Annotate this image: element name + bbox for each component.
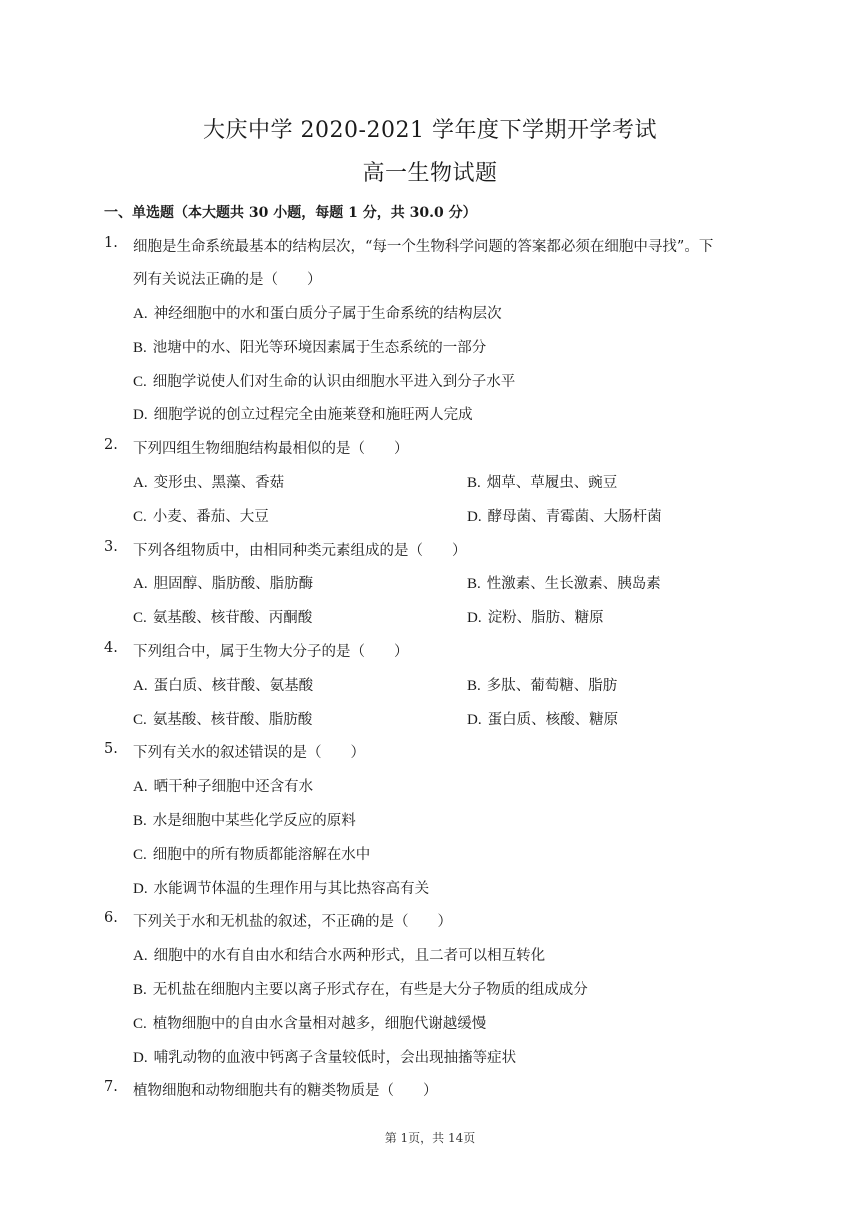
option-item	[133, 877, 429, 898]
option-item	[133, 775, 313, 796]
option-text: 晒干种子细胞中还含有水	[153, 779, 314, 795]
option-item	[133, 708, 312, 729]
option-text: 酵母菌、青霉菌、大肠杆菌	[487, 509, 662, 525]
option-item	[133, 505, 269, 526]
page-footer: 第 1页，共 14页	[384, 1131, 476, 1145]
option-letter: B.	[133, 813, 147, 829]
option-letter: D.	[467, 610, 482, 626]
option-text: 蛋白质、核苷酸、氨基酸	[153, 678, 314, 694]
option-text: 氨基酸、核苷酸、脂肪酸	[152, 712, 313, 728]
option-text: 细胞中的所有物质都能溶解在水中	[152, 847, 371, 863]
question-number: 3.	[104, 539, 118, 555]
option-text: 胆固醇、脂肪酸、脂肪酶	[153, 576, 314, 592]
option-item	[133, 809, 356, 830]
option-letter: C.	[133, 712, 147, 728]
option-letter: D.	[133, 881, 148, 897]
option-letter: B.	[467, 576, 481, 592]
option-text: 淀粉、脂肪、糖原	[487, 610, 604, 626]
option-text: 植物细胞中的自由水含量相对越多，细胞代谢越缓慢	[152, 1016, 487, 1032]
option-text: 细胞中的水有自由水和结合水两种形式，且二者可以相互转化	[153, 948, 546, 964]
question-number: 5.	[104, 741, 118, 757]
option-item	[467, 471, 617, 492]
option-item	[133, 843, 370, 864]
option-text: 细胞学说的创立过程完全由施莱登和施旺两人完成	[153, 407, 473, 423]
question-text: 下列四组生物细胞结构最相似的是（ ）	[133, 441, 409, 457]
question-number: 7.	[104, 1079, 118, 1095]
option-text: 水是细胞中某些化学反应的原料	[152, 813, 356, 829]
option-text: 水能调节体温的生理作用与其比热容高有关	[153, 881, 430, 897]
option-item	[133, 336, 486, 357]
option-item	[467, 674, 617, 695]
question-number: 4.	[104, 640, 118, 656]
exam-title: 大庆中学 2020-2021 学年度下学期开学考试	[203, 118, 657, 143]
option-text: 哺乳动物的血液中钙离子含量较低时，会出现抽搐等症状	[153, 1050, 517, 1066]
option-item	[133, 471, 284, 492]
exam-subtitle: 高一生物试题	[362, 161, 498, 186]
option-item	[133, 944, 545, 965]
option-item	[133, 403, 473, 424]
question-text: 下列有关水的叙述错误的是（ ）	[133, 745, 365, 761]
option-text: 蛋白质、核酸、糖原	[487, 712, 619, 728]
option-text: 多肽、葡萄糖、脂肪	[486, 678, 618, 694]
option-letter: C.	[133, 847, 147, 863]
option-item	[467, 572, 661, 593]
option-letter: C.	[133, 509, 147, 525]
option-item	[133, 370, 515, 391]
option-letter: D.	[133, 1050, 148, 1066]
option-letter: A.	[133, 678, 148, 694]
question-number: 6.	[104, 910, 118, 926]
question-text: 细胞是生命系统最基本的结构层次，“每一个生物科学问题的答案都必须在细胞中寻找”。下	[133, 239, 714, 255]
option-text: 细胞学说使人们对生命的认识由细胞水平进入到分子水平	[152, 374, 516, 390]
option-item	[467, 606, 604, 627]
option-item	[467, 505, 662, 526]
option-letter: B.	[467, 475, 481, 491]
section-heading: 一、单选题（本大题共 30 小题，每题 1 分，共 30.0 分）	[104, 205, 477, 221]
option-text: 池塘中的水、阳光等环境因素属于生态系统的一部分	[152, 340, 487, 356]
option-letter: C.	[133, 610, 147, 626]
option-item	[467, 708, 618, 729]
option-letter: A.	[133, 779, 148, 795]
question-text: 列有关说法正确的是（ ）	[133, 272, 322, 288]
option-item	[133, 1046, 516, 1067]
option-text: 性激素、生长激素、胰岛素	[486, 576, 661, 592]
question-text: 下列各组物质中，由相同种类元素组成的是（ ）	[133, 543, 467, 559]
option-item	[133, 606, 312, 627]
option-item	[133, 302, 502, 323]
option-letter: C.	[133, 1016, 147, 1032]
option-item	[133, 674, 313, 695]
option-text: 氨基酸、核苷酸、丙酮酸	[152, 610, 313, 626]
question-text: 下列关于水和无机盐的叙述，不正确的是（ ）	[133, 914, 452, 930]
option-letter: D.	[133, 407, 148, 423]
option-text: 无机盐在细胞内主要以离子形式存在，有些是大分子物质的组成成分	[152, 982, 588, 998]
option-letter: C.	[133, 374, 147, 390]
option-letter: B.	[467, 678, 481, 694]
option-text: 变形虫、黑藻、香菇	[153, 475, 285, 491]
option-item	[133, 572, 313, 593]
option-item	[133, 1012, 486, 1033]
option-text: 神经细胞中的水和蛋白质分子属于生命系统的结构层次	[153, 306, 502, 322]
option-text: 烟草、草履虫、豌豆	[486, 475, 618, 491]
option-letter: D.	[467, 509, 482, 525]
option-letter: A.	[133, 306, 148, 322]
option-letter: B.	[133, 340, 147, 356]
option-letter: A.	[133, 475, 148, 491]
option-item	[133, 978, 588, 999]
question-text: 植物细胞和动物细胞共有的糖类物质是（ ）	[133, 1083, 438, 1099]
question-number: 1.	[104, 235, 118, 251]
option-text: 小麦、番茄、大豆	[152, 509, 269, 525]
option-letter: A.	[133, 576, 148, 592]
option-letter: D.	[467, 712, 482, 728]
option-letter: A.	[133, 948, 148, 964]
question-text: 下列组合中，属于生物大分子的是（ ）	[133, 644, 409, 660]
question-number: 2.	[104, 437, 118, 453]
option-letter: B.	[133, 982, 147, 998]
